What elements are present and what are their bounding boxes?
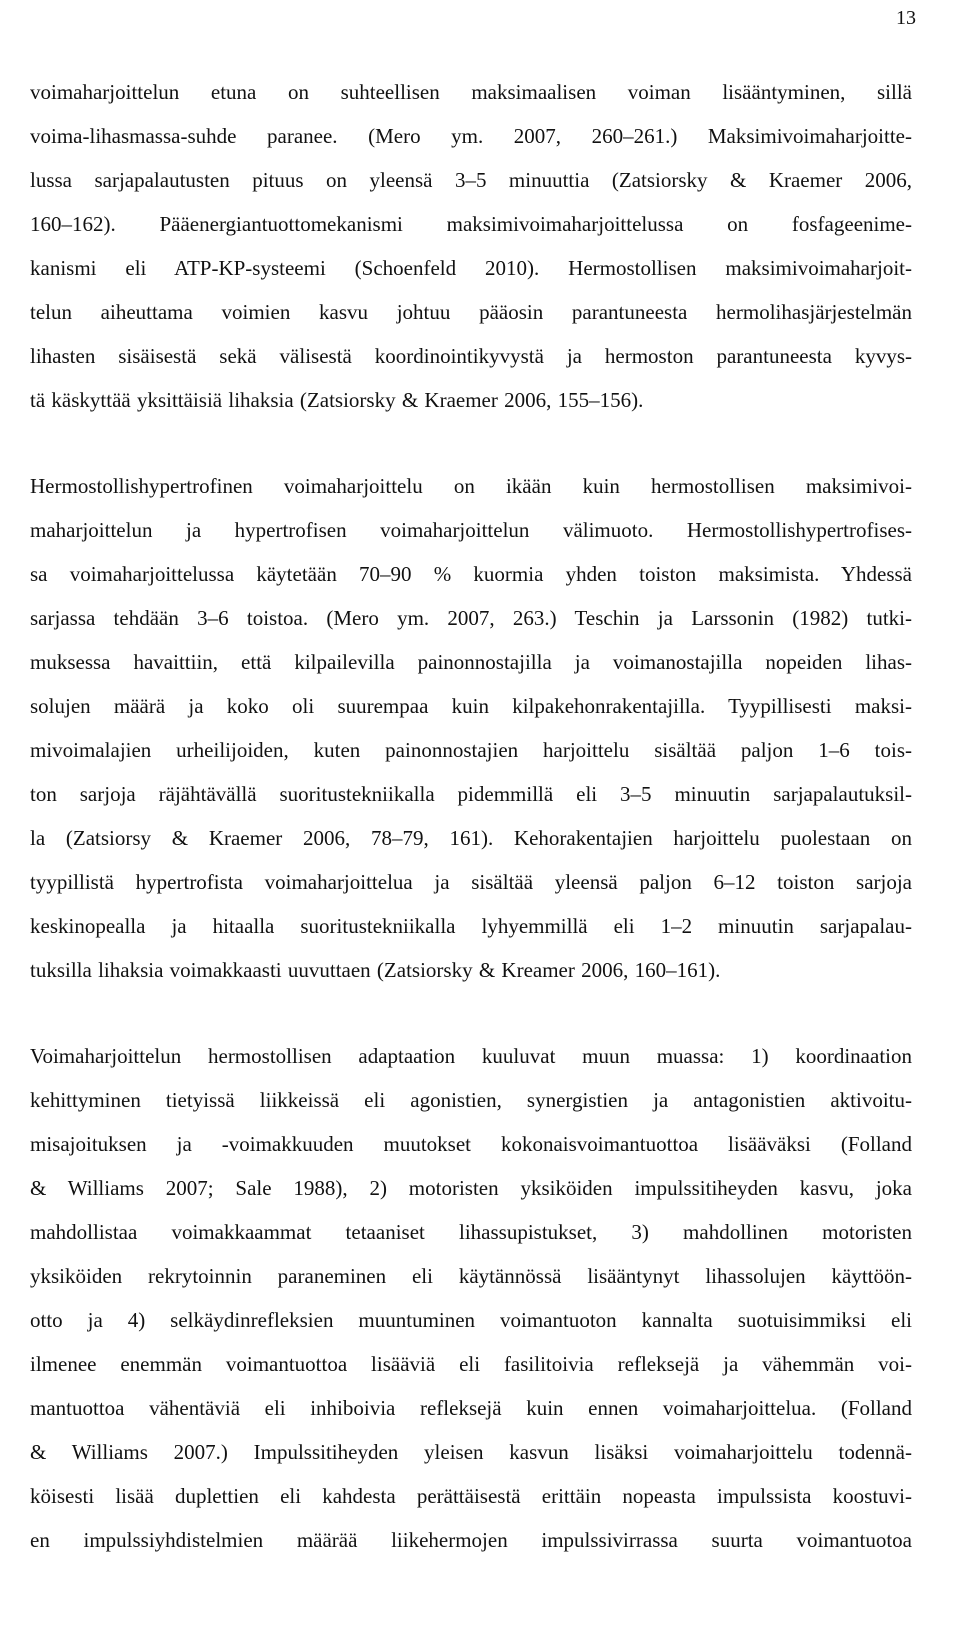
text-line: sa voimaharjoittelussa käytetään 70–90 % kuormia yhden toiston maksimista. Yhdessä — [30, 562, 912, 586]
text-line: otto ja 4) selkäydinrefleksien muuntuminen voimantuoton kannalta suotuisimmiksi eli — [30, 1308, 912, 1332]
text-line: muksessa havaittiin, että kilpailevilla painonnostajilla ja voimanostajilla nopeiden lihas- — [30, 650, 912, 674]
text-line: maharjoittelun ja hypertrofisen voimaharjoittelun välimuoto. Hermostollishypertrofises- — [30, 518, 912, 542]
paragraph-1 — [30, 70, 912, 422]
text-line: & Williams 2007.) Impulssitiheyden yleisen kasvun lisäksi voimaharjoittelu todennä- — [30, 1440, 912, 1464]
text-line: ilmenee enemmän voimantuottoa lisääviä eli fasilitoivia refleksejä ja vähemmän voi- — [30, 1352, 912, 1376]
text-line: kanismi eli ATP-KP-systeemi (Schoenfeld 2010). Hermostollisen maksimivoimaharjoit- — [30, 256, 912, 280]
text-line: solujen määrä ja koko oli suurempaa kuin kilpakehonrakentajilla. Tyypillisesti maksi- — [30, 694, 912, 718]
text-line: sarjassa tehdään 3–6 toistoa. (Mero ym. 2007, 263.) Teschin ja Larssonin (1982) tutki- — [30, 606, 912, 630]
text-line: keskinopealla ja hitaalla suoritustekniikalla lyhyemmillä eli 1–2 minuutin sarjapalau- — [30, 914, 912, 938]
text-line: Hermostollishypertrofinen voimaharjoittelu on ikään kuin hermostollisen maksimivoi- — [30, 474, 912, 498]
paragraph-3 — [30, 1034, 912, 1562]
text-line: ton sarjoja räjähtävällä suoritustekniikalla pidemmillä eli 3–5 minuutin sarjapalautuksil- — [30, 782, 912, 806]
page-number: 13 — [896, 7, 916, 29]
paragraph-2 — [30, 464, 912, 992]
text-line: voimaharjoittelun etuna on suhteellisen maksimaalisen voiman lisääntyminen, sillä — [30, 80, 912, 104]
text-line: 160–162). Pääenergiantuottomekanismi maksimivoimaharjoittelussa on fosfageenime- — [30, 212, 912, 236]
text-line: tä käskyttää yksittäisiä lihaksia (Zatsiorsky & Kraemer 2006, 155–156). — [30, 388, 644, 412]
text-line: köisesti lisää duplettien eli kahdesta perättäisestä erittäin nopeasta impulssista koostuvi- — [30, 1484, 912, 1508]
text-line: yksiköiden rekrytoinnin paraneminen eli käytännössä lisääntynyt lihassolujen käyttöön- — [30, 1264, 912, 1288]
text-line: mivoimalajien urheilijoiden, kuten painonnostajien harjoittelu sisältää paljon 1–6 tois- — [30, 738, 912, 762]
text-line: Voimaharjoittelun hermostollisen adaptaation kuuluvat muun muassa: 1) koordinaation — [30, 1044, 912, 1068]
text-line: la (Zatsiorsy & Kraemer 2006, 78–79, 161). Kehorakentajien harjoittelu puolestaan on — [30, 826, 912, 850]
text-line: mahdollistaa voimakkaammat tetaaniset lihassupistukset, 3) mahdollinen motoristen — [30, 1220, 912, 1244]
text-line: telun aiheuttama voimien kasvu johtuu pääosin parantuneesta hermolihasjärjestelmän — [30, 300, 912, 324]
text-line: misajoituksen ja -voimakkuuden muutokset kokonaisvoimantuottoa lisääväksi (Folland — [30, 1132, 912, 1156]
text-line: kehittyminen tietyissä liikkeissä eli agonistien, synergistien ja antagonistien aktivoitu- — [30, 1088, 912, 1112]
paragraph-gap — [30, 992, 912, 1034]
body-text — [30, 70, 912, 1562]
text-line: mantuottoa vähentäviä eli inhiboivia refleksejä kuin ennen voimaharjoittelua. (Folland — [30, 1396, 912, 1420]
text-line: en impulssiyhdistelmien määrää liikehermojen impulssivirrassa suurta voimantuotoa — [30, 1528, 912, 1552]
text-line: & Williams 2007; Sale 1988), 2) motoristen yksiköiden impulssitiheyden kasvu, joka — [30, 1176, 912, 1200]
text-line: tuksilla lihaksia voimakkaasti uuvuttaen (Zatsiorsky & Kreamer 2006, 160–161). — [30, 958, 721, 982]
paragraph-gap — [30, 422, 912, 464]
text-line: lussa sarjapalautusten pituus on yleensä 3–5 minuuttia (Zatsiorsky & Kraemer 2006, — [30, 168, 912, 192]
text-line: voima-lihasmassa-suhde paranee. (Mero ym. 2007, 260–261.) Maksimivoimaharjoitte- — [30, 124, 912, 148]
text-line: tyypillistä hypertrofista voimaharjoittelua ja sisältää yleensä paljon 6–12 toiston sarjoja — [30, 870, 912, 894]
text-line: lihasten sisäisestä sekä välisestä koordinointikyvystä ja hermoston parantuneesta kyvys- — [30, 344, 912, 368]
